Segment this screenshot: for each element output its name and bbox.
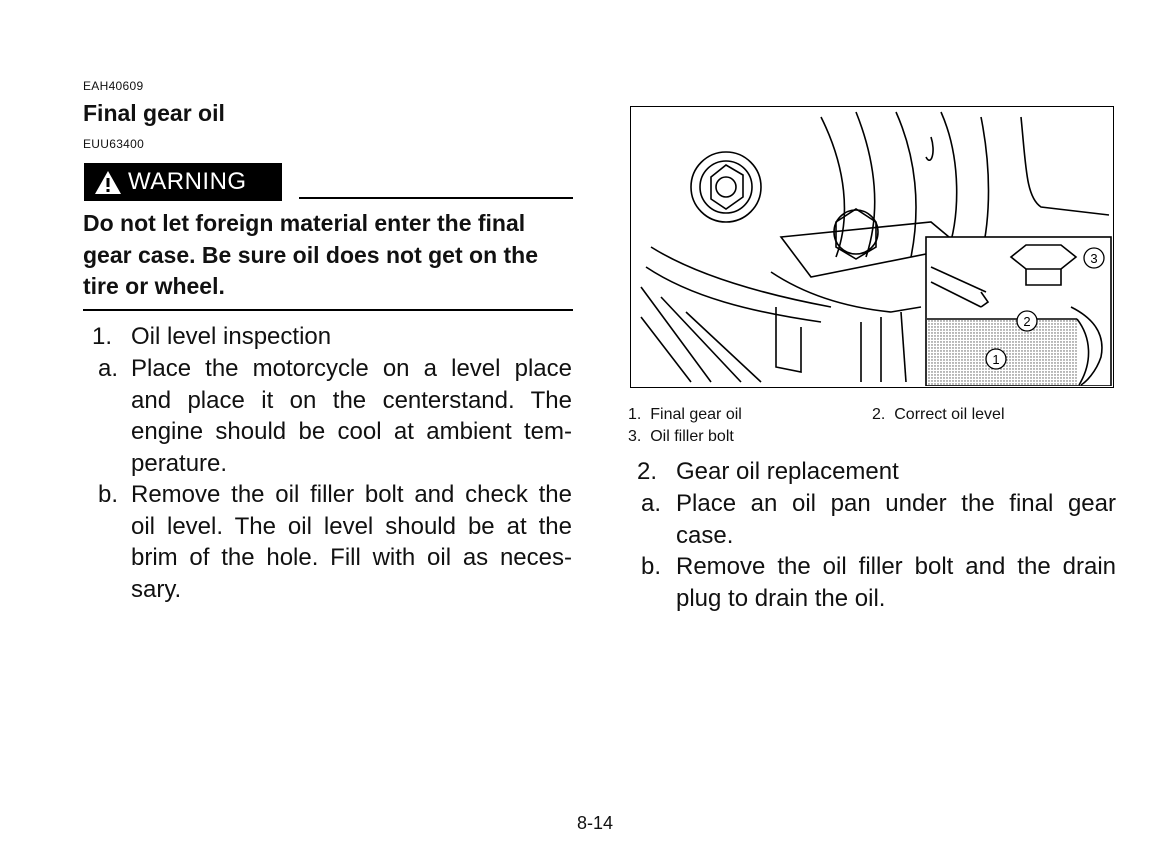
step2-number: 2. (637, 458, 658, 485)
step2-a-text: Place an oil pan under the final gear case. (676, 490, 1116, 549)
final-gear-illustration (631, 107, 1112, 386)
step2-b-label: b. (641, 553, 662, 580)
section-code: EAH40609 (83, 79, 144, 93)
step1-a-text: Place the motorcycle on a level place and place it on the centerstand. The engine should be cool at ambient tem-perature. (131, 355, 572, 477)
step1-a-label: a. (98, 355, 119, 382)
warning-text: Do not let foreign material enter the final gear case. Be sure oil does not get on the tire or wheel. (83, 210, 539, 299)
warning-triangle-icon (94, 170, 122, 195)
caption-3: 3. Oil filler bolt (628, 428, 734, 445)
step1-title: Oil level inspection (131, 323, 332, 350)
caption-1: 1. Final gear oil (628, 406, 742, 423)
step1-b-label: b. (98, 481, 119, 508)
caption-2: 2. Correct oil level (872, 406, 1005, 423)
callout-1: 1 (992, 352, 1000, 367)
callout-3: 3 (1090, 251, 1098, 266)
step2-b-text: Remove the oil filler bolt and the drain plug to drain the oil. (676, 553, 1116, 612)
warning-code: EUU63400 (83, 137, 145, 151)
warning-divider (299, 197, 573, 199)
page-number: 8-14 (576, 813, 614, 833)
final-gear-figure (630, 106, 1114, 388)
step2-title: Gear oil replacement (676, 458, 899, 485)
warning-label: WARNING (128, 168, 247, 195)
warning-bottom-rule (83, 309, 573, 311)
page-title: Final gear oil (83, 100, 225, 126)
step2-a-label: a. (641, 490, 662, 517)
warning-badge (84, 163, 282, 201)
step1-b-text: Remove the oil filler bolt and check the oil level. The oil level should be at the brim of the hole. Fill with oil as neces-sary. (131, 481, 572, 603)
step1-number: 1. (92, 323, 113, 350)
callout-2: 2 (1023, 314, 1031, 329)
